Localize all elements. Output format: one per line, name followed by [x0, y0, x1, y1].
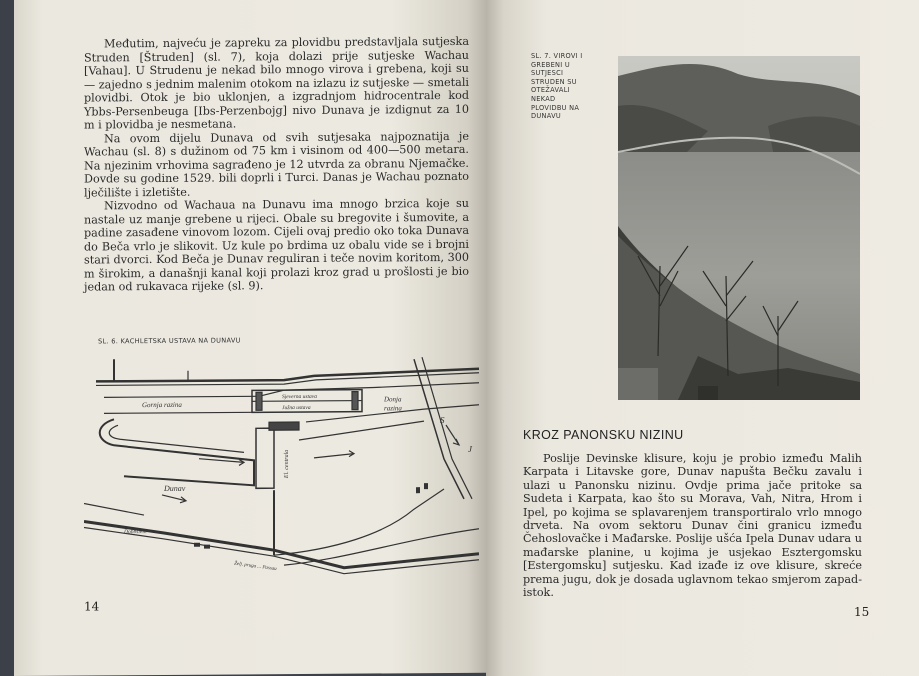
figure-7-caption: SL. 7. VIROVI I GREBENI U SUTJESCI STRUDEN SU OTEŽAVALI NEKAD PLOVIDBU NA DUNAVU — [531, 52, 583, 121]
lock-map-figure — [84, 349, 479, 590]
lower-level-label-2: razina — [384, 404, 402, 413]
compass-south-label: S — [440, 414, 445, 426]
right-page — [486, 0, 919, 676]
north-lock-label: Sjeverna ustava — [282, 393, 317, 401]
left-page — [14, 0, 486, 676]
paragraph: Nizvodno od Wachaua na Dunavu ima mnogo brzica koje su nastale uz manje grebene u rijeci. Obale su bregovite i šumovite, a padine zasađene vinovom lozom. Cijeli ovaj predio oko toka Dunava do Beča vrlo je slikovit. Uz kule po brdima uz obalu vide se i brojni stari dvorci. Kod Beča je Dunav reguliran i teče novim koritom, 300 m širokim, a današnji kanal koji prolazi kroz grad u prošlosti je bio jedan od rukavaca rijeke (sl. 9). — [84, 196, 469, 294]
paragraph: Međutim, najveću je zapreku za plovidbu predstavljala sutjeska Struden [Štruden] (sl. 7), koja dolazi prije sutjeske Wachau [Vahau]. U Strudenu je nekad bilo mnogo virova i grebena, koji su — zajedno s jednim malenim otokom na izlazu iz sutjeske — smetali plovidbi. Otok je bio uklonjen, a izgradnjom hidrocentrale kod Ybbs-Persenbeuga [Ibs-Perzenbojg] nivo Dunava je izdignut za 10 m i plovidba je nesmetana. — [84, 34, 469, 132]
figure-6-caption: SL. 6. KACHLETSKA USTAVA NA DUNAVU — [98, 336, 241, 346]
left-page-text — [84, 35, 469, 294]
right-page-text — [523, 452, 862, 599]
section-heading: KROZ PANONSKU NIZINU — [523, 428, 684, 442]
river-label: Dunav — [164, 483, 186, 493]
page-number: 15 — [854, 605, 870, 619]
south-lock-label: Južna ustava — [282, 404, 311, 412]
town-label: Dobbsiein — [124, 529, 147, 536]
danube-gorge-photo — [618, 56, 860, 400]
railway-label: Želj. pruga ... Passau — [233, 561, 277, 573]
upper-level-label: Gornja razina — [142, 400, 182, 410]
lower-level-label: Donja — [384, 395, 402, 404]
power-plant-label: El. centrala — [284, 449, 290, 479]
page-number: 14 — [84, 599, 100, 614]
compass-north-label: J — [468, 443, 472, 454]
paragraph: Poslije Devinske klisure, koju je probio između Malih Karpata i Litavske gore, Dunav napušta Bečku zavalu i ulazi u Panonsku nizinu. Ovdje prima jače pritoke sa Sudeta i Karpata, kao što su Morava, Vah, Nitra, Hrom i Ipel, po kojima se splavarenjem transportiralo vrlo mnogo drveta. Na ovom sektoru Dunav čini granicu između Čehoslovačke i Mađarske. Poslije ušća Ipela Dunav udara u mađarske planine, u kojima je usjekao Esztergomsku [Estergomsku] sutjesku. Kad izađe iz ove klisure, skreće prema jugu, dok je dosada uglavnom tekao smjerom zapad-istok. — [523, 452, 862, 600]
paragraph: Na ovom dijelu Dunava od svih sutjesaka najpoznatija je Wachau (sl. 8) s dužinom od 75 km i visinom od 400—500 metara. Na njezinim vrhovima sagrađeno je 12 utvrda za obranu Njemačke. Dovde su godine 1529. bili doprli i Turci. Danas je Wachau poznato lječilište i izletište. — [84, 129, 469, 200]
